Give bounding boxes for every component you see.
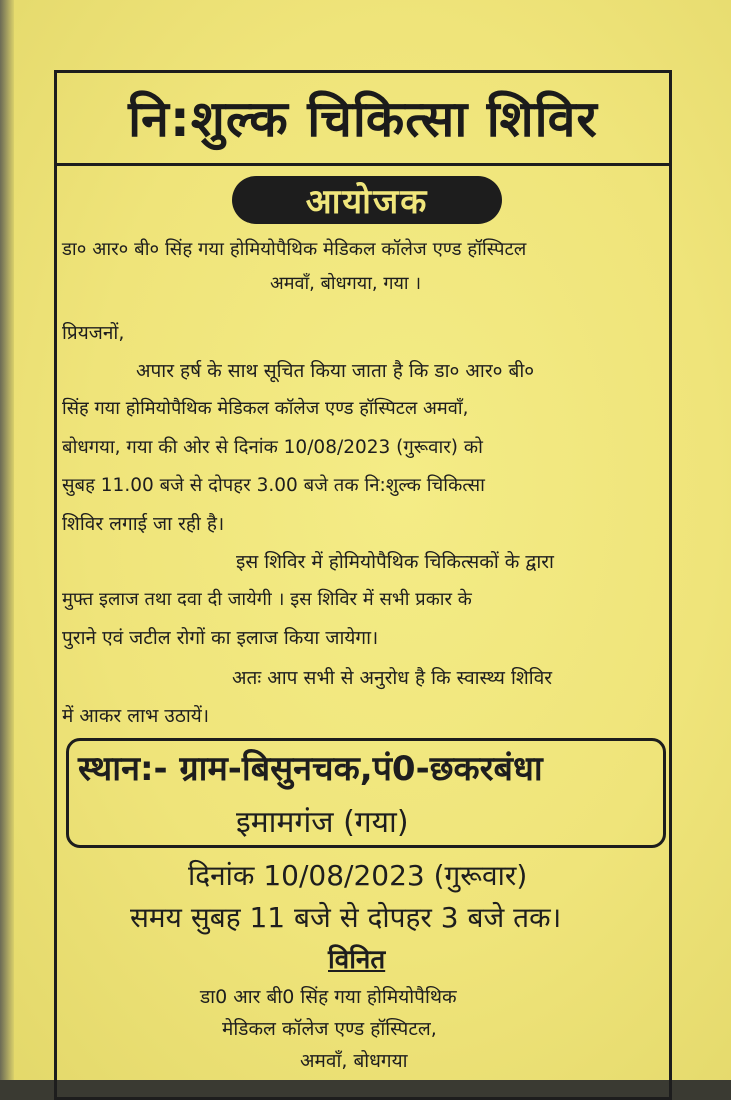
salutation: प्रियजनों, bbox=[62, 322, 125, 344]
signoff-line-2: मेडिकल कॉलेज एण्ड हॉस्पिटल, bbox=[222, 1018, 437, 1040]
signoff-label: विनित bbox=[328, 945, 386, 975]
organizer-line-1: डा० आर० बी० सिंह गया होमियोपैथिक मेडिकल कॉलेज एण्ड हॉस्पिटल bbox=[62, 239, 527, 260]
signoff-line-3: अमवाँ, बोधगया bbox=[300, 1050, 408, 1072]
body-line: अतः आप सभी से अनुरोध है कि स्वास्थ्य शिविर bbox=[232, 667, 553, 689]
organizer-label: आयोजक bbox=[305, 182, 429, 222]
body-line: बोधगया, गया की ओर से दिनांक 10/08/2023 (गुरूवार) को bbox=[62, 437, 483, 458]
paper-edge bbox=[0, 0, 14, 1080]
body-line: सुबह 11.00 बजे से दोपहर 3.00 बजे तक नि:शुल्क चिकित्सा bbox=[62, 475, 485, 496]
notice-title: नि:शुल्क चिकित्सा शिविर bbox=[128, 89, 598, 148]
body-line: इस शिविर में होमियोपैथिक चिकित्सकों के द्वारा bbox=[236, 551, 554, 573]
body-line: अपार हर्ष के साथ सूचित किया जाता है कि डा० आर० बी० bbox=[136, 360, 535, 382]
body-line: शिविर लगाई जा रही है। bbox=[62, 513, 225, 535]
organizer-line-2: अमवाँ, बोधगया, गया । bbox=[270, 273, 422, 294]
body-line: पुराने एवं जटील रोगों का इलाज किया जायेगा। bbox=[62, 627, 379, 649]
title-box bbox=[54, 70, 672, 166]
date-line: दिनांक 10/08/2023 (गुरूवार) bbox=[188, 859, 528, 892]
body-line: मुफ्त इलाज तथा दवा दी जायेगी । इस शिविर में सभी प्रकार के bbox=[62, 589, 472, 610]
venue-line-1: स्थान:- ग्राम-बिसुनचक,पं0-छकरबंधा bbox=[78, 749, 543, 789]
time-line: समय सुबह 11 बजे से दोपहर 3 बजे तक। bbox=[130, 901, 562, 934]
venue-line-2: इमामगंज (गया) bbox=[236, 805, 409, 840]
organizer-badge bbox=[232, 176, 502, 224]
body-line: में आकर लाभ उठायें। bbox=[62, 705, 210, 727]
body-line: सिंह गया होमियोपैथिक मेडिकल कॉलेज एण्ड हॉस्पिटल अमवाँ, bbox=[62, 398, 469, 419]
signoff-line-1: डा0 आर बी0 सिंह गया होमियोपैथिक bbox=[200, 986, 457, 1008]
